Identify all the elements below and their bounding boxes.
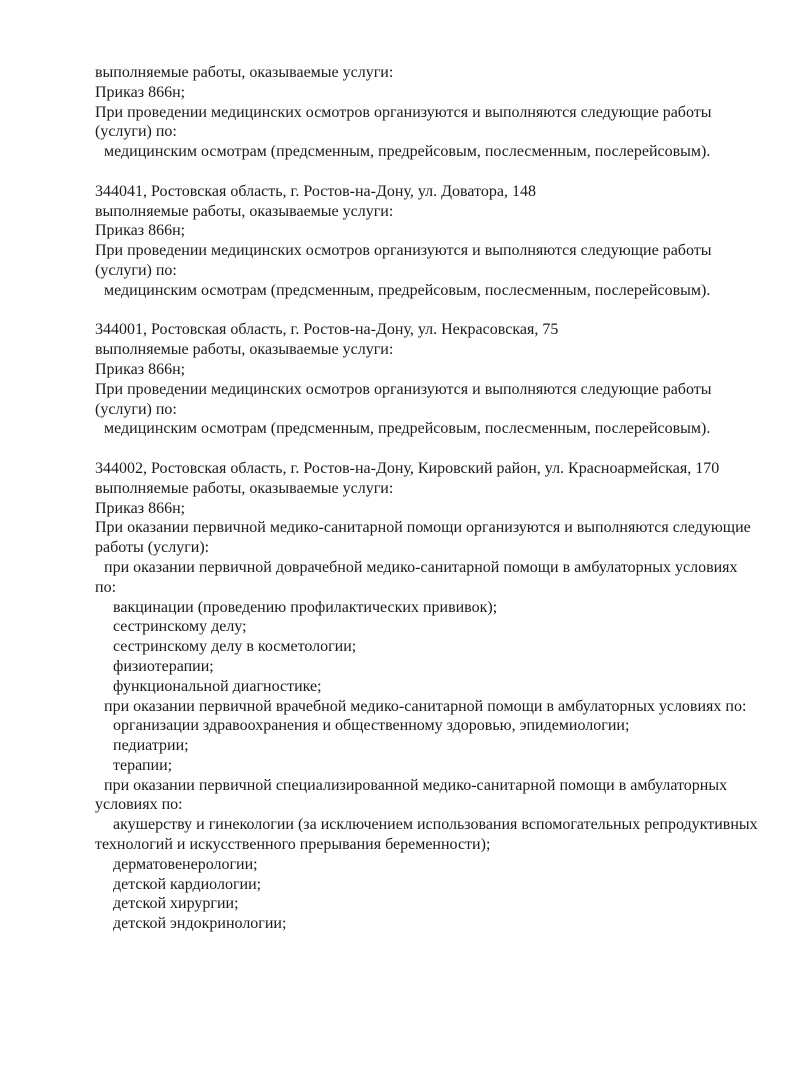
text-line: При проведении медицинских осмотров организуются и выполняются следующие работы bbox=[95, 380, 712, 398]
text-line: 344041, Ростовская область, г. Ростов-на-Дону, ул. Доватора, 148 bbox=[95, 182, 536, 200]
text-line: Приказ 866н; bbox=[95, 499, 186, 517]
text-line: При проведении медицинских осмотров организуются и выполняются следующие работы bbox=[95, 103, 712, 121]
text-line: организации здравоохранения и общественному здоровью, эпидемиологии; bbox=[113, 717, 630, 735]
text-line: медицинским осмотрам (предсменным, предрейсовым, послесменным, послерейсовым). bbox=[104, 143, 711, 161]
text-line: функциональной диагностике; bbox=[113, 677, 322, 695]
text-line: (услуги) по: bbox=[95, 261, 177, 279]
text-line: выполняемые работы, оказываемые услуги: bbox=[95, 64, 394, 81]
text-line: детской хирургии; bbox=[113, 895, 239, 913]
text-line: работы (услуги): bbox=[95, 539, 210, 557]
text-line: акушерству и гинекологии (за исключением использования вспомогательных репродуктивных bbox=[113, 816, 758, 834]
text-line: физиотерапии; bbox=[113, 657, 214, 675]
text-line: Приказ 866н; bbox=[95, 222, 186, 240]
services-block-dovatora bbox=[95, 182, 772, 301]
text-line: медицинским осмотрам (предсменным, предрейсовым, послесменным, послерейсовым). bbox=[104, 420, 711, 438]
text-line: при оказании первичной доврачебной медико-санитарной помощи в амбулаторных условиях bbox=[104, 558, 738, 576]
text-line: при оказании первичной специализированной медико-санитарной помощи в амбулаторных bbox=[104, 776, 728, 794]
text-line: выполняемые работы, оказываемые услуги: bbox=[95, 479, 394, 497]
text-line: педиатрии; bbox=[113, 737, 189, 755]
text-line: выполняемые работы, оказываемые услуги: bbox=[95, 202, 394, 220]
services-block-main bbox=[95, 63, 772, 162]
text-line: При проведении медицинских осмотров организуются и выполняются следующие работы bbox=[95, 242, 712, 260]
text-line: детской эндокринологии; bbox=[113, 915, 287, 933]
services-block-nekrasovskaya bbox=[95, 320, 772, 439]
text-line: терапии; bbox=[113, 756, 173, 774]
text-line: При оказании первичной медико-санитарной помощи организуются и выполняются следующие bbox=[95, 519, 751, 537]
text-line: условиях по: bbox=[95, 796, 183, 814]
text-line: Приказ 866н; bbox=[95, 83, 186, 101]
text-line: дерматовенерологии; bbox=[113, 855, 258, 873]
text-line: 344001, Ростовская область, г. Ростов-на-Дону, ул. Некрасовская, 75 bbox=[95, 321, 559, 339]
text-line: 344002, Ростовская область, г. Ростов-на-Дону, Кировский район, ул. Красноармейская, 170 bbox=[95, 459, 720, 477]
document-text bbox=[95, 63, 772, 934]
text-line: (услуги) по: bbox=[95, 123, 177, 141]
services-block-krasnoarmeyskaya bbox=[95, 459, 772, 934]
text-line: вакцинации (проведению профилактических прививок); bbox=[113, 598, 498, 616]
text-line: сестринскому делу; bbox=[113, 618, 247, 636]
text-line: выполняемые работы, оказываемые услуги: bbox=[95, 341, 394, 359]
text-line: технологий и искусственного прерывания беременности); bbox=[95, 836, 491, 854]
text-line: Приказ 866н; bbox=[95, 360, 186, 378]
text-line: при оказании первичной врачебной медико-санитарной помощи в амбулаторных условиях по: bbox=[104, 697, 747, 715]
text-line: детской кардиологии; bbox=[113, 875, 262, 893]
text-line: по: bbox=[95, 578, 117, 596]
text-line: (услуги) по: bbox=[95, 400, 177, 418]
text-line: медицинским осмотрам (предсменным, предрейсовым, послесменным, послерейсовым). bbox=[104, 281, 711, 299]
text-line: сестринскому делу в косметологии; bbox=[113, 638, 357, 656]
